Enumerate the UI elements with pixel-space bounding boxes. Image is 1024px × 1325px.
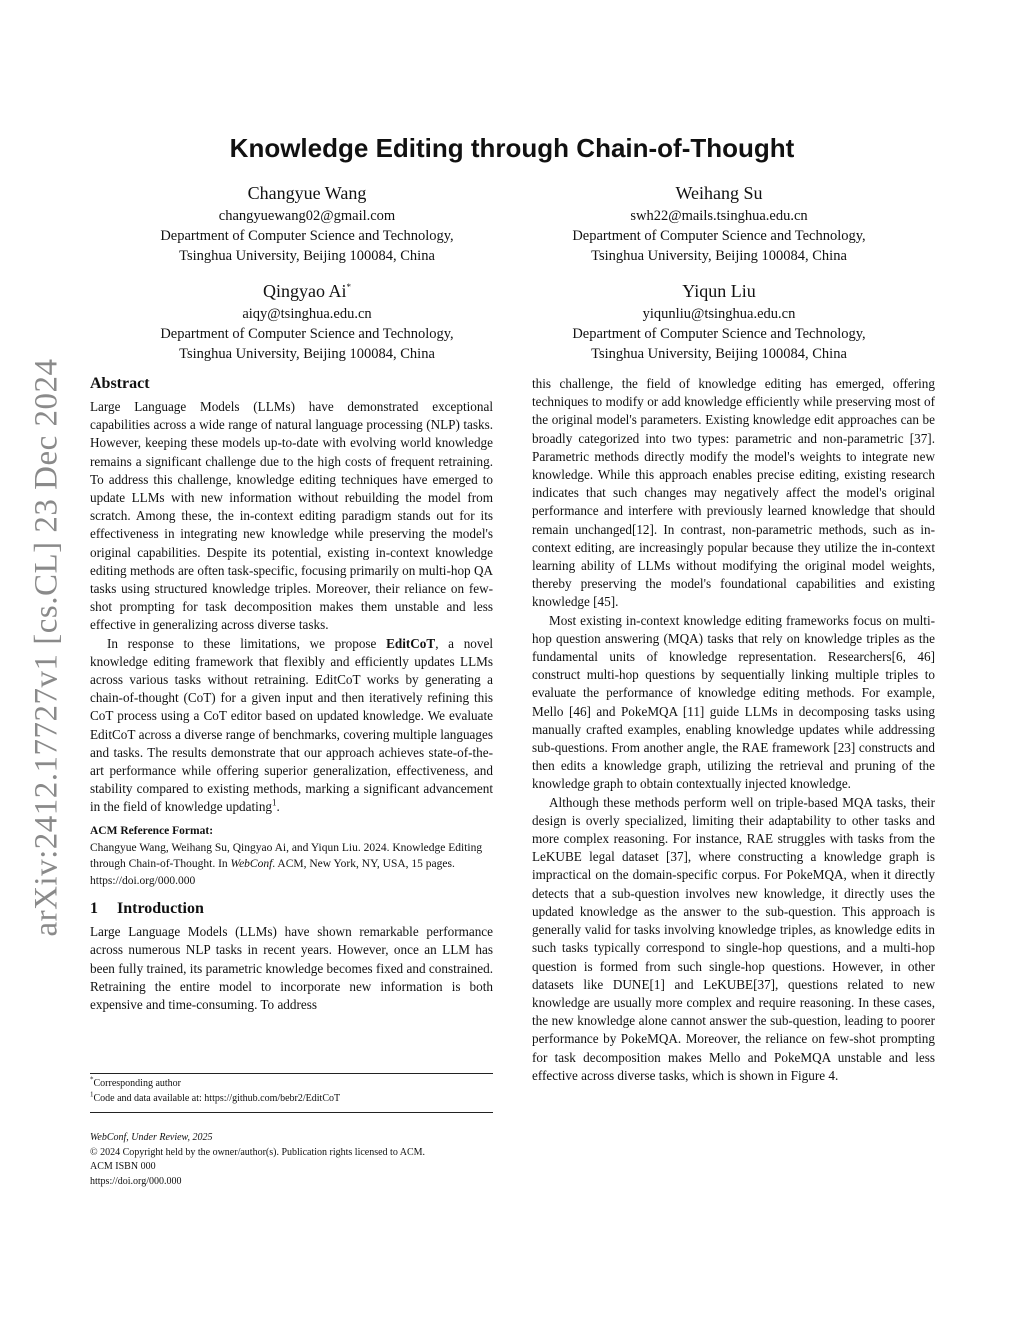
conference-info	[90, 1112, 493, 1189]
corresponding-author-mark: *	[346, 282, 351, 292]
abstract-text: , a novel knowledge editing framework that flexibly and efficiently updates LLMs across various tasks without retraining. EditCoT works by generating a chain-of-thought (CoT) for a given input and then iteratively refining this CoT process using a CoT editor based on updated knowledge. We evaluate EditCoT across a diverse range of benchmarks, covering multiple languages and tasks. The results demonstrate that our approach achieves state-of-the-art performance while offering superior generalization, effectiveness, and stability compared to existing methods, marking a significant advancement in the field of knowledge updating	[90, 635, 493, 815]
arxiv-sidebar-identifier	[22, 352, 72, 942]
footnotes	[90, 1073, 493, 1106]
abstract-heading: Abstract	[90, 375, 150, 392]
venue-line: WebConf, Under Review, 2025	[90, 1132, 213, 1143]
author-name: Weihang Su	[675, 183, 763, 203]
body-paragraph: Most existing in-context knowledge editing frameworks focus on multi-hop question answering (MQA) tasks that rely on knowledge triples as the fundamental units of knowledge representation. Researchers[6, 46] construct multi-hop questions by sequentially linking multiple triples to evaluate the performance of knowledge editing methods. For example, Mello [46] and PokeMQA [11] guide LLMs in decomposing tasks using manually crafted examples, enabling knowledge updates while addressing sub-questions. From another angle, the RAE framework [23] constructs and then edits a knowledge graph, utilizing the retrieval and pruning of the knowledge graph to obtain contextually injected knowledge.	[532, 612, 935, 792]
introduction-heading	[90, 897, 493, 921]
author-department: Department of Computer Science and Technology,	[572, 228, 866, 244]
acm-reference-venue: WebConf	[230, 858, 273, 871]
acm-reference-part: . ACM, New York, NY, USA, 15 pages. https://doi.org/000.000	[90, 858, 455, 887]
acm-reference-part: Changyue Wang, Weihang Su, Qingyao Ai, and Yiqun Liu. 2024. Knowledge Editing through Chain-of-Thought. In	[90, 841, 483, 871]
author-block	[117, 278, 497, 364]
footnote-text: Code and data available at: https://github.com/bebr2/EditCoT	[93, 1092, 341, 1104]
author-name-line	[117, 278, 497, 304]
acm-reference-text	[90, 840, 493, 890]
author-block	[529, 180, 909, 266]
author-name: Yiqun Liu	[682, 281, 756, 301]
author-email: swh22@mails.tsinghua.edu.cn	[630, 208, 808, 224]
section-title: Introduction	[117, 900, 204, 918]
acm-reference-label: ACM Reference Format:	[90, 824, 214, 837]
author-name: Changyue Wang	[247, 183, 367, 203]
abstract-paragraph	[90, 635, 493, 817]
author-block	[117, 180, 497, 266]
author-email: aiqy@tsinghua.edu.cn	[242, 306, 372, 322]
author-name: Qingyao Ai	[263, 281, 347, 301]
footnote	[90, 1092, 493, 1107]
arxiv-identifier-text: arXiv:2412.17727v1 [cs.CL] 23 Dec 2024	[28, 357, 65, 937]
author-email: changyuewang02@gmail.com	[218, 208, 396, 224]
author-institution: Tsinghua University, Beijing 100084, China	[179, 248, 435, 264]
author-email: yiqunliu@tsinghua.edu.cn	[642, 306, 796, 322]
abstract-text: In response to these limitations, we propose	[107, 635, 387, 651]
copyright-line: © 2024 Copyright held by the owner/author(s). Publication rights licensed to ACM.	[90, 1146, 426, 1158]
body-paragraph: this challenge, the field of knowledge editing has emerged, offering techniques to modify or add knowledge efficiently while preserving most of the original model's parameters. Existing knowledge edit approaches can be broadly categorized into two types: parametric and non-parametric [37]. Parametric methods directly modify the model's weights to integrate new knowledge. While this approach enables precise editing, existing research indicates that such changes may negatively affect the model's original performance and interfere with previously learned knowledge that should remain unchanged[12]. In contrast, non-parametric methods, such as in-context editing, are increasingly popular because they utilize the in-context learning ability of LLMs without modifying the original model weights, thereby preserving the model's foundational capabilities and existing knowledge [45].	[532, 376, 935, 610]
left-column	[90, 372, 493, 1014]
footnote	[90, 1077, 493, 1092]
body-paragraph: Although these methods perform well on triple-based MQA tasks, their design is overly specialized, limiting their adaptability to other tasks and more complex reasoning. For instance, RAE struggles with tasks from the LeKUBE legal dataset [37], where constructing a knowledge graph is impractical on the domain-specific corpus. For PokeMQA, when it directly detects that a sub-question involves new knowledge, it directly uses the updated knowledge as the answer to the sub-question. This approach is generally valid for tasks involving knowledge triples, as knowledge edits in such tasks typically correspond to single-hop questions, and a multi-hop question is formed from such single-hop questions. However, in other datasets like DUNE[1] and LeKUBE[37], questions related to new knowledge are usually more complex and require reasoning. In these cases, the new knowledge alone cannot answer the sub-question, leading to poorer performance by PokeMQA. Moreover, the reliance on few-shot prompting for task decomposition makes Mello and PokeMQA unstable and less effective across diverse tasks, which is shown in Figure 4.	[532, 794, 935, 1083]
footnote-mark: 1	[272, 798, 277, 809]
introduction-paragraph: Large Language Models (LLMs) have shown remarkable performance across numerous NLP tasks in recent years. However, once an LLM has been fully trained, its parametric knowledge becomes fixed and constrained. Retraining the entire model to incorporate new information is both expensive and time-consuming. To address	[90, 924, 493, 1012]
footnote-mark: 1	[90, 1090, 94, 1099]
section-number: 1	[90, 900, 98, 918]
right-column	[532, 375, 935, 1085]
isbn-line: ACM ISBN 000	[90, 1161, 156, 1172]
author-institution: Tsinghua University, Beijing 100084, China	[591, 248, 847, 264]
author-department: Department of Computer Science and Technology,	[572, 326, 866, 342]
author-institution: Tsinghua University, Beijing 100084, China	[591, 346, 847, 362]
author-department: Department of Computer Science and Technology,	[160, 326, 454, 342]
abstract-text: .	[276, 799, 280, 815]
author-institution: Tsinghua University, Beijing 100084, China	[179, 346, 435, 362]
paper-title: Knowledge Editing through Chain-of-Thought	[229, 133, 795, 163]
author-block	[529, 278, 909, 364]
abstract-paragraph: Large Language Models (LLMs) have demonstrated exceptional capabilities across a wide range of natural language processing (NLP) tasks. However, keeping these models up-to-date with evolving world knowledge remains a significant challenge due to the high costs of frequent retraining. To address this challenge, knowledge editing techniques have emerged to update LLMs with new information without rebuilding the model from scratch. Among these, the in-context editing paradigm stands out for its effectiveness in integrating new knowledge while preserving the model's original capabilities. Despite its potential, existing in-context knowledge editing methods are often task-specific, focusing primarily on multi-hop QA tasks using structured knowledge triples. Moreover, their reliance on few-shot prompting for task decomposition makes them unstable and less effective in generalizing across diverse tasks.	[90, 399, 493, 633]
author-department: Department of Computer Science and Technology,	[160, 228, 454, 244]
footnote-mark: *	[90, 1075, 94, 1084]
method-name: EditCoT	[386, 635, 436, 651]
footnote-text: Corresponding author	[93, 1078, 181, 1089]
doi-line: https://doi.org/000.000	[90, 1175, 182, 1187]
